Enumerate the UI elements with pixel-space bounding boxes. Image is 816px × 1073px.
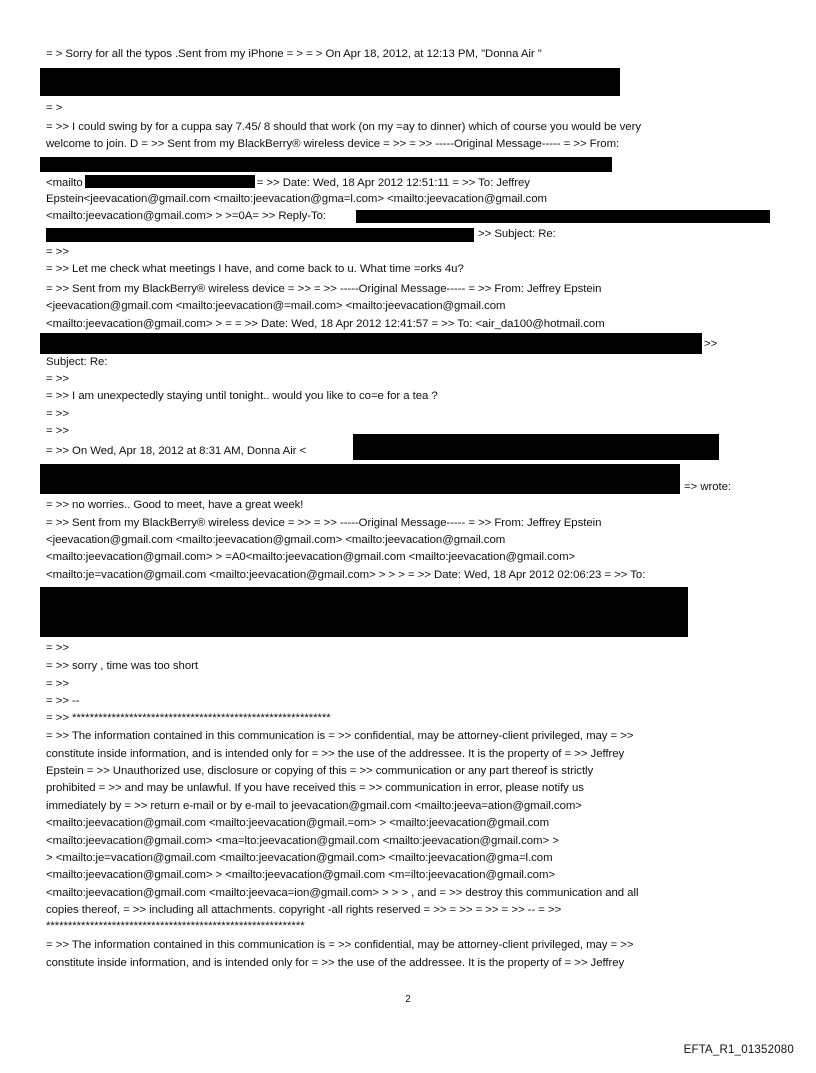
email-line: => wrote: xyxy=(684,481,732,493)
page-number: 2 xyxy=(405,994,411,1005)
redaction-block xyxy=(353,434,719,460)
email-line: <mailto:jeevacation@gmail.com> > <mailto:jeevacation@gmail.com <m=ilto:jeevacation@gmail.com> xyxy=(46,869,555,881)
email-line: = >> I am unexpectedly staying until tonight.. would you like to co=e for a tea ? xyxy=(46,390,438,402)
email-line: = >> xyxy=(46,373,69,385)
email-line: <mailto:jeevacation@gmail.com> <ma=lto:jeevacation@gmail.com <mailto:jeevacation@gmail.com> > xyxy=(46,835,559,847)
redaction-block xyxy=(46,228,474,242)
email-line: <mailto:je=vacation@gmail.com <mailto:jeevacation@gmail.com> > > > = >> Date: Wed, 18 Apr 2012 02:06:23 = >> To: xyxy=(46,569,646,581)
email-line: constitute inside information, and is intended only for = >> the use of the addressee. It is the property of = >> Jeffrey xyxy=(46,748,625,760)
redaction-block xyxy=(40,68,620,96)
redaction-block xyxy=(40,464,680,494)
email-line: immediately by = >> return e-mail or by e-mail to jeevacation@gmail.com <mailto:jeeva=ation@gmail.com> xyxy=(46,800,582,812)
redaction-block xyxy=(85,175,255,188)
email-line: welcome to join. D = >> Sent from my BlackBerry® wireless device = >> = >> -----Original Message----- = >> From: xyxy=(46,138,620,150)
email-line: = >> The information contained in this communication is = >> confidential, may be attorney-client privileged, may = >> xyxy=(46,939,634,951)
email-line: > <mailto:je=vacation@gmail.com <mailto:jeevacation@gmail.com> <mailto:jeevacation@gma=l.com xyxy=(46,852,553,864)
redaction-block xyxy=(40,157,612,172)
email-line: = >> sorry , time was too short xyxy=(46,660,198,672)
email-line: = >> -- xyxy=(46,695,80,707)
redaction-block xyxy=(40,333,702,354)
email-line: = >> Let me check what meetings I have, and come back to u. What time =orks 4u? xyxy=(46,263,464,275)
email-line: <mailto:jeevacation@gmail.com> > >=0A= >> Reply-To: xyxy=(46,210,327,222)
email-line: = >> Sent from my BlackBerry® wireless device = >> = >> -----Original Message----- = >> From: Jeffrey Epstein xyxy=(46,517,602,529)
email-line: <mailto:jeevacation@gmail.com <mailto:jeevacation@gmail.=om> > <mailto:jeevacation@gmail.com xyxy=(46,817,550,829)
email-line-part: <mailto xyxy=(46,177,83,189)
email-line: Epstein<jeevacation@gmail.com <mailto:jeevacation@gma=l.com> <mailto:jeevacation@gmail.com xyxy=(46,193,547,205)
email-line: <jeevacation@gmail.com <mailto:jeevacation@gmail.com> <mailto:jeevacation@gmail.com xyxy=(46,534,506,546)
email-line: Epstein = >> Unauthorized use, disclosure or copying of this = >> communication or any part thereof is strictly xyxy=(46,765,594,777)
email-line: copies thereof, = >> including all attachments. copyright -all rights reserved = >> = >> = >> = >> -- = >> xyxy=(46,904,562,916)
email-line: = > Sorry for all the typos .Sent from my iPhone = > = > On Apr 18, 2012, at 12:13 PM, "Donna Air " xyxy=(46,48,542,60)
email-line: <mailto:jeevacation@gmail.com> > =A0<mailto:jeevacation@gmail.com <mailto:jeevacation@gmail.com> xyxy=(46,551,576,563)
email-line: = > xyxy=(46,102,63,114)
email-line: = >> xyxy=(46,642,69,654)
email-line: <jeevacation@gmail.com <mailto:jeevacation@=mail.com> <mailto:jeevacation@gmail.com xyxy=(46,300,506,312)
email-line: = >> I could swing by for a cuppa say 7.45/ 8 should that work (on my =ay to dinner) which of course you would be very xyxy=(46,121,641,133)
email-line: = >> no worries.. Good to meet, have a great week! xyxy=(46,499,304,511)
email-line: prohibited = >> and may be unlawful. If you have received this = >> communication in error, please notify us xyxy=(46,782,584,794)
redaction-block xyxy=(40,587,688,637)
email-line: >> xyxy=(704,338,718,350)
email-line-part: = >> Date: Wed, 18 Apr 2012 12:51:11 = >> To: Jeffrey xyxy=(256,177,530,189)
email-line: = >> *********************************************************** xyxy=(46,712,331,724)
email-line: constitute inside information, and is intended only for = >> the use of the addressee. It is the property of = >> Jeffrey xyxy=(46,957,625,969)
email-line: = >> On Wed, Apr 18, 2012 at 8:31 AM, Donna Air < xyxy=(46,445,307,457)
email-line: = >> xyxy=(46,408,69,420)
email-line: <mailto:jeevacation@gmail.com> > = = >> Date: Wed, 18 Apr 2012 12:41:57 = >> To: <air_da100@hotmail.com xyxy=(46,318,605,330)
email-line: = >> xyxy=(46,246,69,258)
email-line: <mailto:jeevacation@gmail.com <mailto:jeevaca=ion@gmail.com> > > > , and = >> destroy this communication and all xyxy=(46,887,639,899)
bates-number: EFTA_R1_01352080 xyxy=(683,1044,794,1056)
redaction-block xyxy=(356,210,770,223)
email-line: = >> xyxy=(46,678,69,690)
email-line: = >> Sent from my BlackBerry® wireless device = >> = >> -----Original Message----- = >> From: Jeffrey Epstein xyxy=(46,283,602,295)
email-line: *********************************************************** xyxy=(46,920,305,932)
email-line: Subject: Re: xyxy=(46,356,108,368)
email-line xyxy=(46,175,530,191)
email-line: = >> The information contained in this communication is = >> confidential, may be attorney-client privileged, may = >> xyxy=(46,730,634,742)
email-line: = >> xyxy=(46,425,69,437)
email-line: >> Subject: Re: xyxy=(478,228,556,240)
